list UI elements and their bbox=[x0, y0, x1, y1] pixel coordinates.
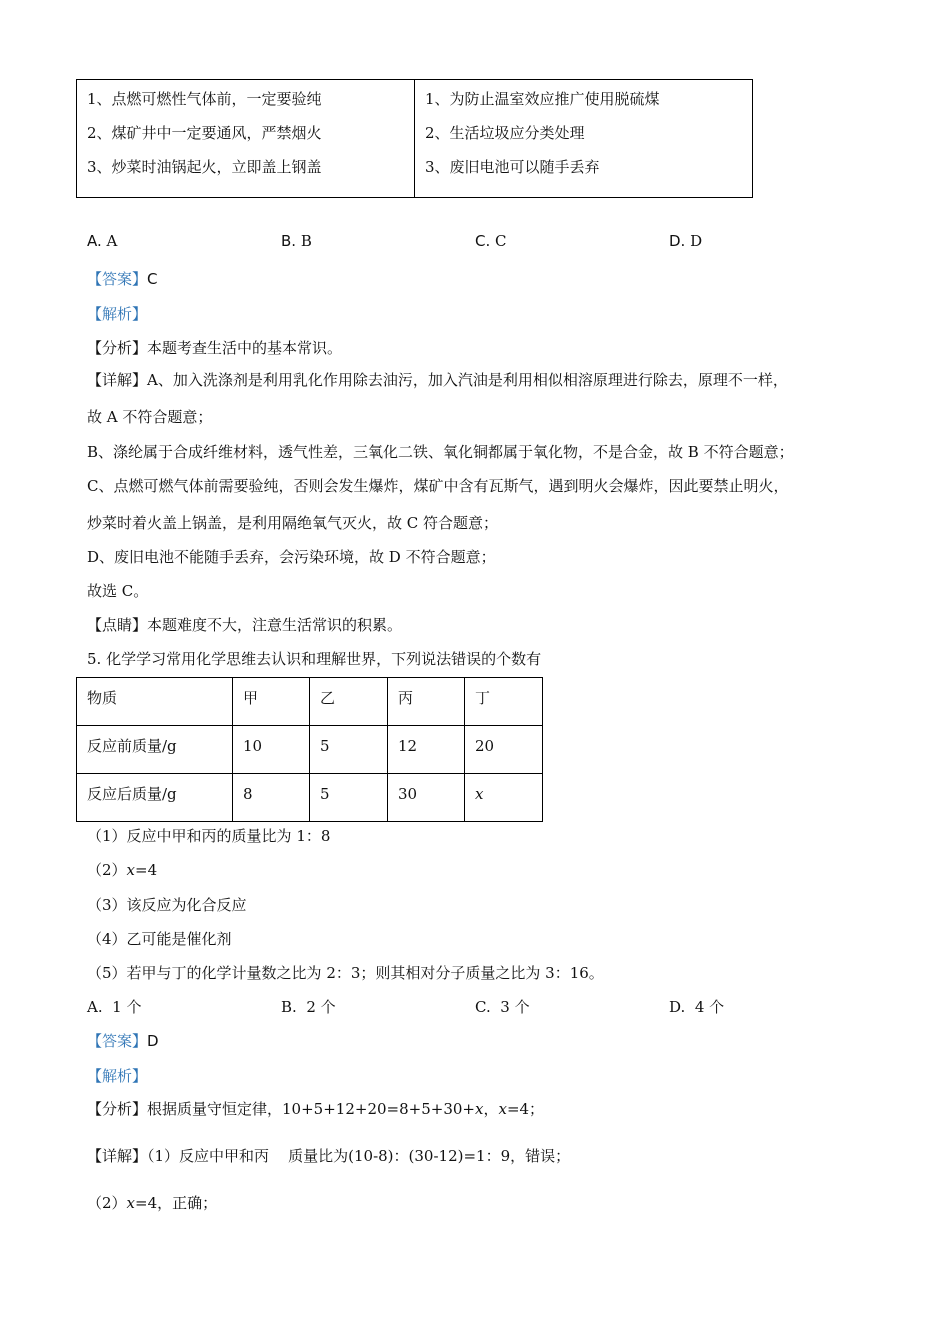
q5-title: 5. 化学学习常用化学思维去认识和理解世界，下列说法错误的个数有 bbox=[87, 650, 542, 668]
table-cell: 30 bbox=[388, 774, 465, 822]
table-cell: 物质 bbox=[77, 678, 233, 726]
q4-option-a: A. A bbox=[87, 232, 118, 250]
table-cell: 丙 bbox=[388, 678, 465, 726]
q4-fenxi: 【分析】本题考查生活中的基本常识。 bbox=[87, 339, 343, 357]
table-cell: 丁 bbox=[465, 678, 543, 726]
table-cell: 5 bbox=[310, 726, 388, 774]
q5-statement-2: （2）x=4 bbox=[87, 861, 158, 879]
q4-option-b: B. B bbox=[281, 232, 312, 250]
table-cell: 5 bbox=[310, 774, 388, 822]
q4-detail-line: 【详解】A、加入洗涤剂是利用乳化作用除去油污，加入汽油是利用相似相溶原理进行除去，原理不一样， bbox=[87, 371, 788, 389]
table-cell: x bbox=[465, 774, 543, 822]
table-cell: 乙 bbox=[310, 678, 388, 726]
q5-mass-table bbox=[76, 677, 543, 822]
table-cell: 20 bbox=[465, 726, 543, 774]
q4-table-left-line: 2、煤矿井中一定要通风，严禁烟火 bbox=[87, 124, 322, 142]
q4-detail-line: B、涤纶属于合成纤维材料，透气性差，三氧化二铁、氧化铜都属于氧化物，不是合金，故 B 不符合题意； bbox=[87, 443, 794, 461]
table-cell: 甲 bbox=[233, 678, 310, 726]
q5-statement-5: （5）若甲与丁的化学计量数之比为 2：3；则其相对分子质量之比为 3：16。 bbox=[87, 964, 604, 982]
table-cell: 反应前质量/g bbox=[77, 726, 233, 774]
q4-table-right-cell bbox=[415, 80, 753, 198]
q4-detail-line: C、点燃可燃气体前需要验纯，否则会发生爆炸，煤矿中含有瓦斯气，遇到明火会爆炸，因此要禁止明火， bbox=[87, 477, 789, 495]
q4-table-right-line: 3、废旧电池可以随手丢弃 bbox=[425, 158, 600, 176]
table-cell: 反应后质量/g bbox=[77, 774, 233, 822]
q4-table-left-line: 1、点燃可燃性气体前，一定要验纯 bbox=[87, 90, 322, 108]
q4-detail-line: 故 A 不符合题意； bbox=[87, 408, 213, 426]
q4-analysis-label: 【解析】 bbox=[87, 305, 148, 323]
q4-comparison-table bbox=[76, 79, 753, 198]
q4-answer: 【答案】C bbox=[87, 270, 158, 288]
q4-option-c: C. C bbox=[475, 232, 507, 250]
q4-detail-line: D、废旧电池不能随手丢弃，会污染环境，故 D 不符合题意； bbox=[87, 548, 496, 566]
q4-option-d: D. D bbox=[669, 232, 703, 250]
q4-dianjing: 【点睛】本题难度不大，注意生活常识的积累。 bbox=[87, 616, 403, 634]
q5-statement-1: （1）反应中甲和丙的质量比为 1：8 bbox=[87, 827, 331, 845]
table-row bbox=[77, 678, 543, 726]
q4-table-left-cell bbox=[77, 80, 415, 198]
table-row bbox=[77, 774, 543, 822]
q4-table-left-line: 3、炒菜时油锅起火，立即盖上钢盖 bbox=[87, 158, 322, 176]
table-row bbox=[77, 726, 543, 774]
q4-table-right-line: 1、为防止温室效应推广使用脱硫煤 bbox=[425, 90, 660, 108]
q5-option-a: A. 1 个 bbox=[87, 998, 142, 1016]
table-cell: 12 bbox=[388, 726, 465, 774]
q5-option-d: D. 4 个 bbox=[669, 998, 725, 1016]
q5-answer: 【答案】D bbox=[87, 1032, 159, 1050]
q4-detail-line: 炒菜时着火盖上锅盖，是利用隔绝氧气灭火，故 C 符合题意； bbox=[87, 514, 499, 532]
q5-detail: 【详解】（1）反应中甲和丙 质量比为(10-8)：(30-12)=1：9，错误； bbox=[87, 1147, 571, 1165]
table-cell: 10 bbox=[233, 726, 310, 774]
q5-statement-3: （3）该反应为化合反应 bbox=[87, 896, 247, 914]
q5-detail-2: （2）x=4，正确； bbox=[87, 1194, 218, 1212]
q4-table-right-line: 2、生活垃圾应分类处理 bbox=[425, 124, 585, 142]
q5-statement-4: （4）乙可能是催化剂 bbox=[87, 930, 232, 948]
q4-detail-line: 故选 C。 bbox=[87, 582, 149, 600]
table-cell: 8 bbox=[233, 774, 310, 822]
q5-option-c: C. 3 个 bbox=[475, 998, 530, 1016]
q5-analysis-label: 【解析】 bbox=[87, 1067, 148, 1085]
q5-fenxi: 【分析】根据质量守恒定律，10+5+12+20=8+5+30+x，x=4； bbox=[87, 1100, 545, 1118]
q5-option-b: B. 2 个 bbox=[281, 998, 336, 1016]
